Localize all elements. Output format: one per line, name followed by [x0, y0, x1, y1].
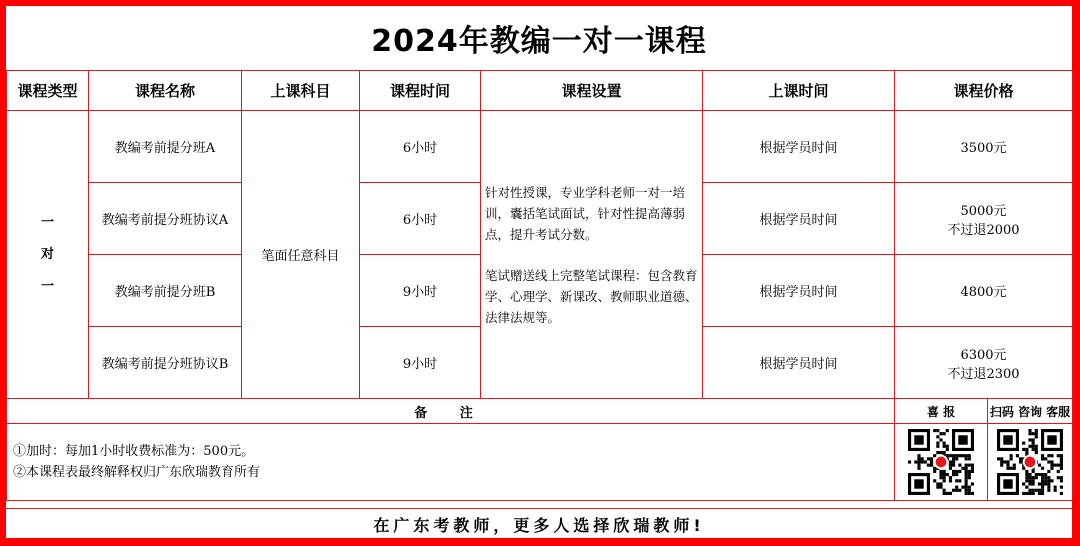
- course-table-frame: [6, 6, 1072, 538]
- subject-cell: 笔面任意科目: [242, 111, 360, 399]
- table-row: [7, 111, 1073, 183]
- table-header-row: [7, 71, 1073, 111]
- course-name: 教编考前提分班协议A: [89, 183, 242, 255]
- course-name: 教编考前提分班B: [89, 255, 242, 327]
- note-line-2: ②本课程表最终解释权归广东欣瑞教育所有: [13, 465, 261, 480]
- qr-codes-cell: [895, 424, 1073, 501]
- price-cell: [895, 255, 1073, 327]
- page-title: 2024年教编一对一课程: [371, 24, 707, 59]
- schedule-cell: 根据学员时间: [703, 183, 895, 255]
- course-hours: 6小时: [360, 111, 481, 183]
- header-course-name: 课程名称: [89, 71, 242, 111]
- course-type-char: 一: [40, 214, 54, 230]
- header-course-setup: 课程设置: [481, 71, 703, 111]
- refund-note: 不过退2000: [947, 222, 1020, 238]
- course-hours: 6小时: [360, 183, 481, 255]
- price-value: 3500元: [960, 141, 1007, 156]
- notes-content: [7, 424, 895, 501]
- header-course-type: 课程类型: [7, 71, 89, 111]
- notes-body-row: [7, 424, 1073, 501]
- header-course-hours: 课程时间: [360, 71, 481, 111]
- price-value: 4800元: [960, 285, 1007, 300]
- price-cell: [895, 183, 1073, 255]
- notes-title: 备 注: [7, 399, 895, 424]
- note-line-1: ①加时：每加1小时收费标准为：500元。: [13, 444, 255, 459]
- course-table: [6, 70, 1073, 501]
- setup-paragraph-2: 笔试赠送线上完整笔试课程：包含教育学、心理学、新课改、教师职业道德、法律法规等。: [485, 267, 698, 325]
- schedule-cell: 根据学员时间: [703, 111, 895, 183]
- course-hours: 9小时: [360, 327, 481, 399]
- schedule-cell: 根据学员时间: [703, 327, 895, 399]
- course-type-char: 一: [40, 278, 54, 294]
- course-hours: 9小时: [360, 255, 481, 327]
- price-value: 6300元: [960, 347, 1007, 363]
- refund-note: 不过退2300: [947, 366, 1020, 382]
- course-type-cell: [7, 111, 89, 399]
- qr-code-news-icon[interactable]: [908, 429, 974, 495]
- header-schedule: 上课时间: [703, 71, 895, 111]
- course-name: 教编考前提分班A: [89, 111, 242, 183]
- qr-label-news: 喜 报: [895, 399, 988, 423]
- price-cell: [895, 111, 1073, 183]
- course-setup-cell: [481, 111, 703, 399]
- qr-code-consult-icon[interactable]: [997, 429, 1063, 495]
- qr-label-consult: 扫码 咨询 客服: [989, 404, 1071, 419]
- setup-paragraph-1: 针对性授课，专业学科老师一对一培训，囊括笔试面试，针对性提高薄弱点，提升考试分数。: [485, 184, 686, 242]
- price-value: 5000元: [960, 203, 1007, 219]
- schedule-cell: 根据学员时间: [703, 255, 895, 327]
- header-subject: 上课科目: [242, 71, 360, 111]
- price-cell: [895, 327, 1073, 399]
- course-name: 教编考前提分班协议B: [89, 327, 242, 399]
- qr-labels-cell: [895, 399, 1073, 424]
- course-type-char: 对: [40, 246, 54, 262]
- header-price: 课程价格: [895, 71, 1073, 111]
- footer-slogan: 在广东考教师，更多人选择欣瑞教师!: [6, 508, 1072, 539]
- notes-header-row: [7, 399, 1073, 424]
